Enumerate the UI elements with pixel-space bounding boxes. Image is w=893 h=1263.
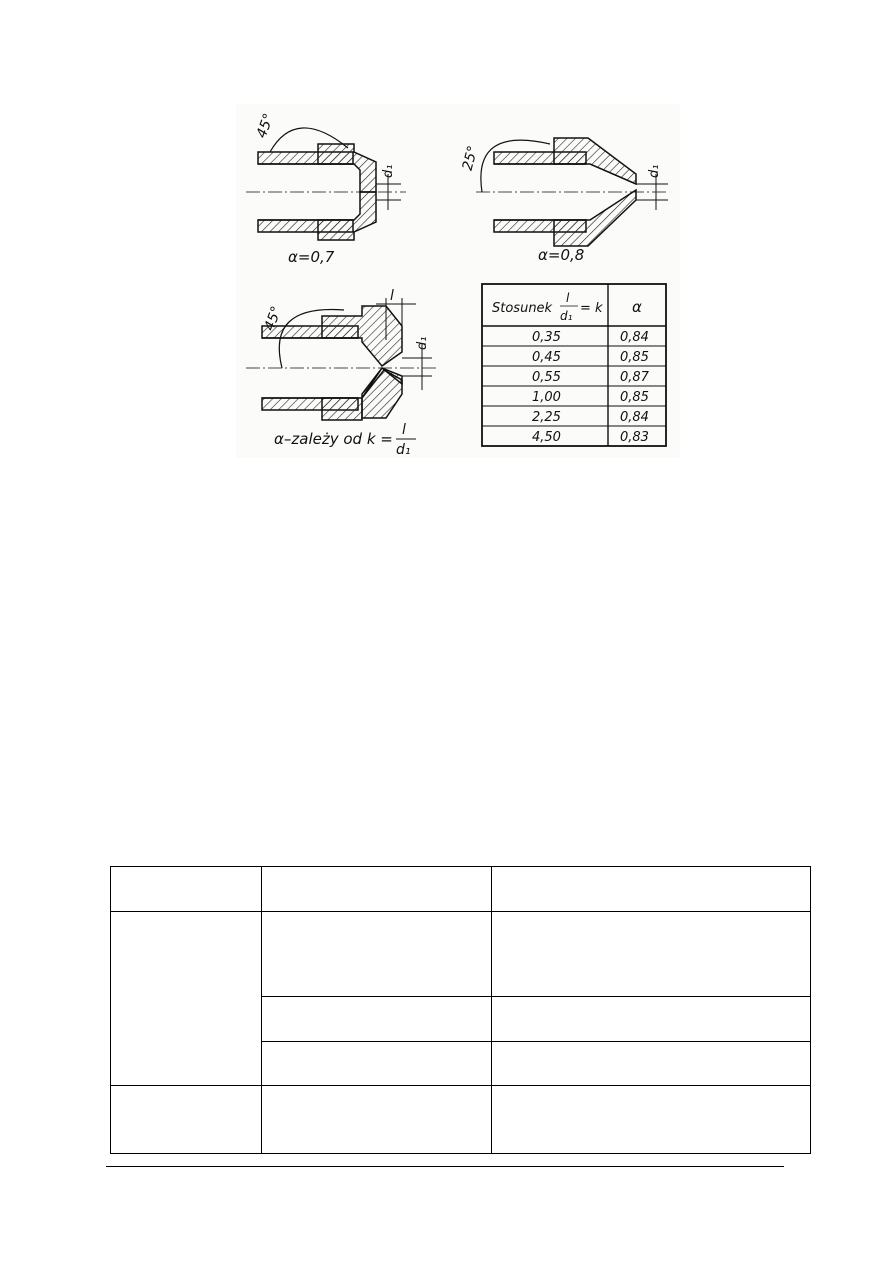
- ratio-header-alpha: α: [632, 298, 642, 316]
- ratio-k-value: 0,55: [532, 370, 561, 385]
- ratio-k-value: 1,00: [532, 390, 561, 405]
- nozzle-a: [246, 111, 406, 266]
- table-cell: [262, 997, 492, 1042]
- table-cell: [262, 1086, 492, 1154]
- table-cell: [262, 912, 492, 997]
- ratio-alpha-value: 0,84: [620, 410, 649, 425]
- nozzle-b-angle: 25°: [459, 144, 482, 173]
- ratio-k-value: 2,25: [532, 410, 561, 425]
- table-cell: [492, 1086, 811, 1154]
- nozzle-b-dim: d₁: [647, 164, 662, 178]
- ratio-alpha-value: 0,85: [620, 350, 649, 365]
- ratio-header-left: Stosunek: [492, 301, 553, 316]
- ratio-alpha-value: 0,85: [620, 390, 649, 405]
- table-row: [111, 912, 811, 997]
- nozzle-a-dim: d₁: [381, 164, 396, 178]
- table-cell: [111, 867, 262, 912]
- ratio-k-value: 4,50: [532, 430, 561, 445]
- nozzle-a-caption: α=0,7: [288, 248, 335, 266]
- ratio-k-value: 0,35: [532, 330, 561, 345]
- ratio-alpha-value: 0,84: [620, 330, 649, 345]
- table-row: [111, 1086, 811, 1154]
- ratio-header-den: d₁: [560, 309, 573, 323]
- table-cell: [492, 997, 811, 1042]
- ratio-header-num: l: [566, 291, 570, 305]
- ratio-table: [482, 284, 666, 446]
- nozzle-c-dim: d₁: [415, 336, 430, 350]
- table-cell: [492, 912, 811, 997]
- nozzle-b: [460, 138, 668, 264]
- nozzle-c: [246, 288, 436, 458]
- nozzle-figure: [236, 104, 680, 458]
- table-row: [111, 867, 811, 912]
- nozzle-a-angle: 45°: [253, 111, 278, 141]
- table-cell: [492, 867, 811, 912]
- nozzle-c-caption: α–zależy od k =: [274, 430, 393, 448]
- document-table: [110, 866, 811, 1154]
- nozzle-c-len: l: [390, 288, 394, 304]
- ratio-alpha-value: 0,83: [620, 430, 649, 445]
- nozzle-c-frac-num: l: [402, 422, 406, 438]
- table-cell: [111, 912, 262, 1086]
- table-cell: [262, 867, 492, 912]
- ratio-alpha-value: 0,87: [620, 370, 649, 385]
- nozzle-c-frac-den: d₁: [396, 442, 411, 458]
- nozzle-b-caption: α=0,8: [538, 246, 585, 264]
- table-cell: [111, 1086, 262, 1154]
- footer-rule: [106, 1166, 784, 1167]
- table-cell: [492, 1042, 811, 1086]
- nozzle-c-angle: 45°: [261, 304, 286, 333]
- ratio-header-eq: = k: [580, 301, 603, 316]
- ratio-k-value: 0,45: [532, 350, 561, 365]
- table-cell: [262, 1042, 492, 1086]
